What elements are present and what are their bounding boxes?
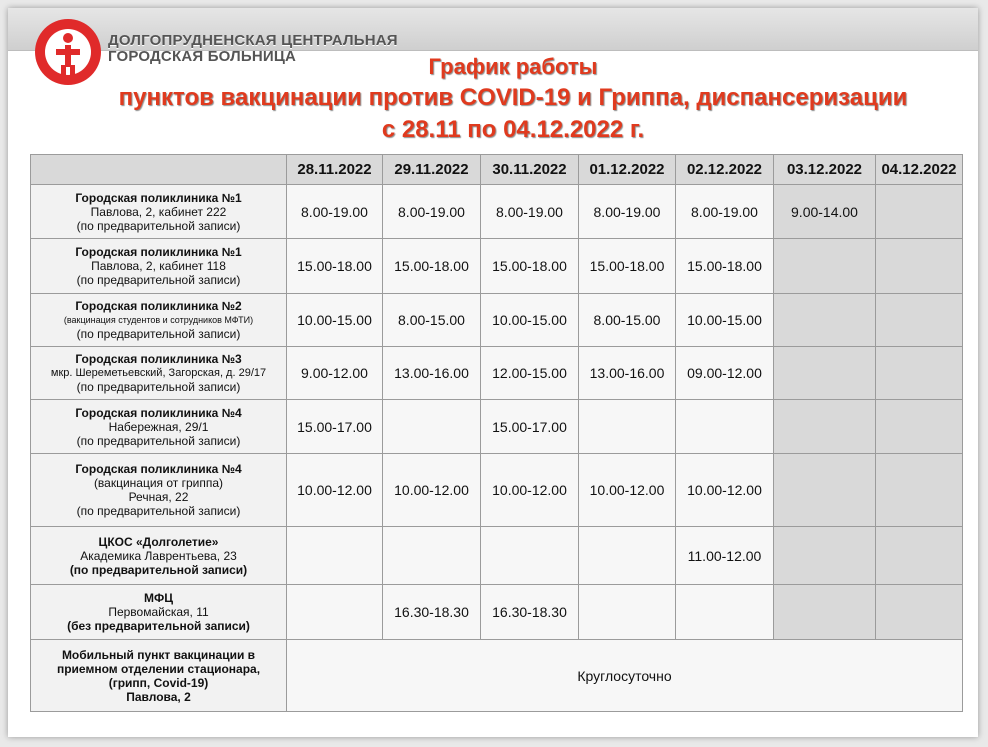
schedule-cell xyxy=(383,400,481,454)
location-note: (по предварительной записи) xyxy=(69,562,248,577)
schedule-cell: 13.00-16.00 xyxy=(383,347,481,400)
table-row xyxy=(31,400,963,454)
schedule-cell xyxy=(774,347,876,400)
table-row xyxy=(31,527,963,585)
schedule-cell xyxy=(774,527,876,585)
title-line-2: пунктов вакцинации против COVID-19 и Гриппа, диспансеризации xyxy=(118,84,908,111)
schedule-cell: 13.00-16.00 xyxy=(579,347,676,400)
schedule-cell: 10.00-15.00 xyxy=(481,294,579,347)
schedule-cell: 16.30-18.30 xyxy=(383,585,481,640)
schedule-cell: 15.00-18.00 xyxy=(287,239,383,294)
location-address: мкр. Шереметьевский, Загорская, д. 29/17 xyxy=(50,367,267,379)
schedule-cell xyxy=(287,527,383,585)
table-row-mobile xyxy=(31,640,963,712)
location-name: Городская поликлиника №4 xyxy=(75,462,242,476)
schedule-cell: 10.00-12.00 xyxy=(287,454,383,527)
location-cell xyxy=(31,185,287,239)
schedule-cell xyxy=(876,185,963,239)
location-note: (без предварительной записи) xyxy=(67,619,250,633)
location-note: (грипп, Covid-19) xyxy=(108,675,209,690)
table-row xyxy=(31,585,963,640)
date-header: 04.12.2022 xyxy=(876,155,963,185)
location-name: Городская поликлиника №2 xyxy=(75,299,242,313)
schedule-cell: 15.00-18.00 xyxy=(579,239,676,294)
table-row xyxy=(31,347,963,400)
schedule-cell xyxy=(876,454,963,527)
location-address: Академика Лаврентьева, 23 xyxy=(80,548,237,563)
title-line-1: График работы xyxy=(428,54,598,79)
schedule-cell xyxy=(774,454,876,527)
schedule-cell xyxy=(579,400,676,454)
schedule-cell: 8.00-15.00 xyxy=(579,294,676,347)
location-cell xyxy=(31,400,287,454)
schedule-cell: 10.00-12.00 xyxy=(579,454,676,527)
title-line-3: с 28.11 по 04.12.2022 г. xyxy=(381,116,645,143)
location-name: Городская поликлиника №1 xyxy=(75,245,242,259)
location-note: (по предварительной записи) xyxy=(76,218,241,233)
schedule-cell xyxy=(774,239,876,294)
schedule-cell: 8.00-19.00 xyxy=(383,185,481,239)
location-note: (по предварительной записи) xyxy=(76,504,241,518)
schedule-cell: 15.00-17.00 xyxy=(287,400,383,454)
location-name: приемном отделении стационара, xyxy=(56,661,261,676)
schedule-cell xyxy=(579,527,676,585)
schedule-cell: 8.00-19.00 xyxy=(579,185,676,239)
schedule-cell: 8.00-19.00 xyxy=(287,185,383,239)
schedule-cell xyxy=(383,527,481,585)
schedule-cell xyxy=(676,400,774,454)
schedule-cell: 8.00-19.00 xyxy=(481,185,579,239)
schedule-cell: 10.00-15.00 xyxy=(676,294,774,347)
schedule-cell xyxy=(774,294,876,347)
schedule-cell xyxy=(287,585,383,640)
location-note: (по предварительной записи) xyxy=(76,273,241,287)
schedule-cell: 10.00-12.00 xyxy=(481,454,579,527)
table-header-row xyxy=(31,155,963,185)
location-address: (вакцинация студентов и сотрудников МФТИ) xyxy=(63,315,254,325)
schedule-cell xyxy=(579,585,676,640)
schedule-cell xyxy=(876,527,963,585)
schedule-cell: 12.00-15.00 xyxy=(481,347,579,400)
header-corner xyxy=(31,155,287,185)
schedule-cell xyxy=(876,239,963,294)
schedule-cell: 9.00-12.00 xyxy=(287,347,383,400)
schedule-cell: 15.00-17.00 xyxy=(481,400,579,454)
location-name: Городская поликлиника №4 xyxy=(75,405,242,420)
schedule-cell xyxy=(481,527,579,585)
schedule-cell xyxy=(774,400,876,454)
location-cell xyxy=(31,527,287,585)
schedule-cell xyxy=(876,347,963,400)
location-address: Первомайская, 11 xyxy=(108,605,209,619)
schedule-cell: 8.00-19.00 xyxy=(676,185,774,239)
schedule-cell xyxy=(876,585,963,640)
location-note: (по предварительной записи) xyxy=(76,433,241,448)
date-header: 29.11.2022 xyxy=(383,155,481,185)
schedule-cell: 9.00-14.00 xyxy=(774,185,876,239)
around-the-clock-cell: Круглосуточно xyxy=(287,640,963,712)
schedule-cell xyxy=(876,294,963,347)
location-note: (по предварительной записи) xyxy=(76,327,241,341)
schedule-table xyxy=(30,154,963,712)
schedule-cell xyxy=(774,585,876,640)
date-header: 02.12.2022 xyxy=(676,155,774,185)
location-name: Городская поликлиника №3 xyxy=(75,352,242,366)
location-name: Мобильный пункт вакцинации в xyxy=(61,647,256,662)
location-note: (вакцинация от гриппа) xyxy=(93,476,224,490)
table-row xyxy=(31,454,963,527)
table-row xyxy=(31,185,963,239)
date-header: 03.12.2022 xyxy=(774,155,876,185)
table-row xyxy=(31,239,963,294)
location-address: Набережная, 29/1 xyxy=(108,419,209,434)
location-address: Павлова, 2 xyxy=(126,689,191,704)
table-row xyxy=(31,294,963,347)
location-cell xyxy=(31,239,287,294)
location-cell xyxy=(31,347,287,400)
schedule-cell: 15.00-18.00 xyxy=(383,239,481,294)
schedule-cell: 10.00-12.00 xyxy=(676,454,774,527)
schedule-cell: 16.30-18.30 xyxy=(481,585,579,640)
date-header: 28.11.2022 xyxy=(287,155,383,185)
date-header: 30.11.2022 xyxy=(481,155,579,185)
schedule-cell: 15.00-18.00 xyxy=(676,239,774,294)
schedule-cell xyxy=(676,585,774,640)
org-line-1: ДОЛГОПРУДНЕНСКАЯ ЦЕНТРАЛЬНАЯ xyxy=(108,32,398,49)
location-note: (по предварительной записи) xyxy=(76,380,241,394)
location-name: Городская поликлиника №1 xyxy=(75,190,242,205)
location-name: МФЦ xyxy=(143,591,173,605)
schedule-cell: 10.00-15.00 xyxy=(287,294,383,347)
location-cell xyxy=(31,585,287,640)
date-header: 01.12.2022 xyxy=(579,155,676,185)
schedule-cell: 09.00-12.00 xyxy=(676,347,774,400)
location-address: Павлова, 2, кабинет 118 xyxy=(91,259,226,273)
location-cell xyxy=(31,454,287,527)
location-cell xyxy=(31,640,287,712)
schedule-cell: 15.00-18.00 xyxy=(481,239,579,294)
location-cell xyxy=(31,294,287,347)
org-line-2: ГОРОДСКАЯ БОЛЬНИЦА xyxy=(108,48,297,65)
location-address: Речная, 22 xyxy=(128,490,189,504)
schedule-cell: 10.00-12.00 xyxy=(383,454,481,527)
schedule-cell xyxy=(876,400,963,454)
location-name: ЦКОС «Долголетие» xyxy=(98,534,219,549)
location-address: Павлова, 2, кабинет 222 xyxy=(90,204,227,219)
slide xyxy=(8,8,978,737)
schedule-cell: 8.00-15.00 xyxy=(383,294,481,347)
schedule-cell: 11.00-12.00 xyxy=(676,527,774,585)
